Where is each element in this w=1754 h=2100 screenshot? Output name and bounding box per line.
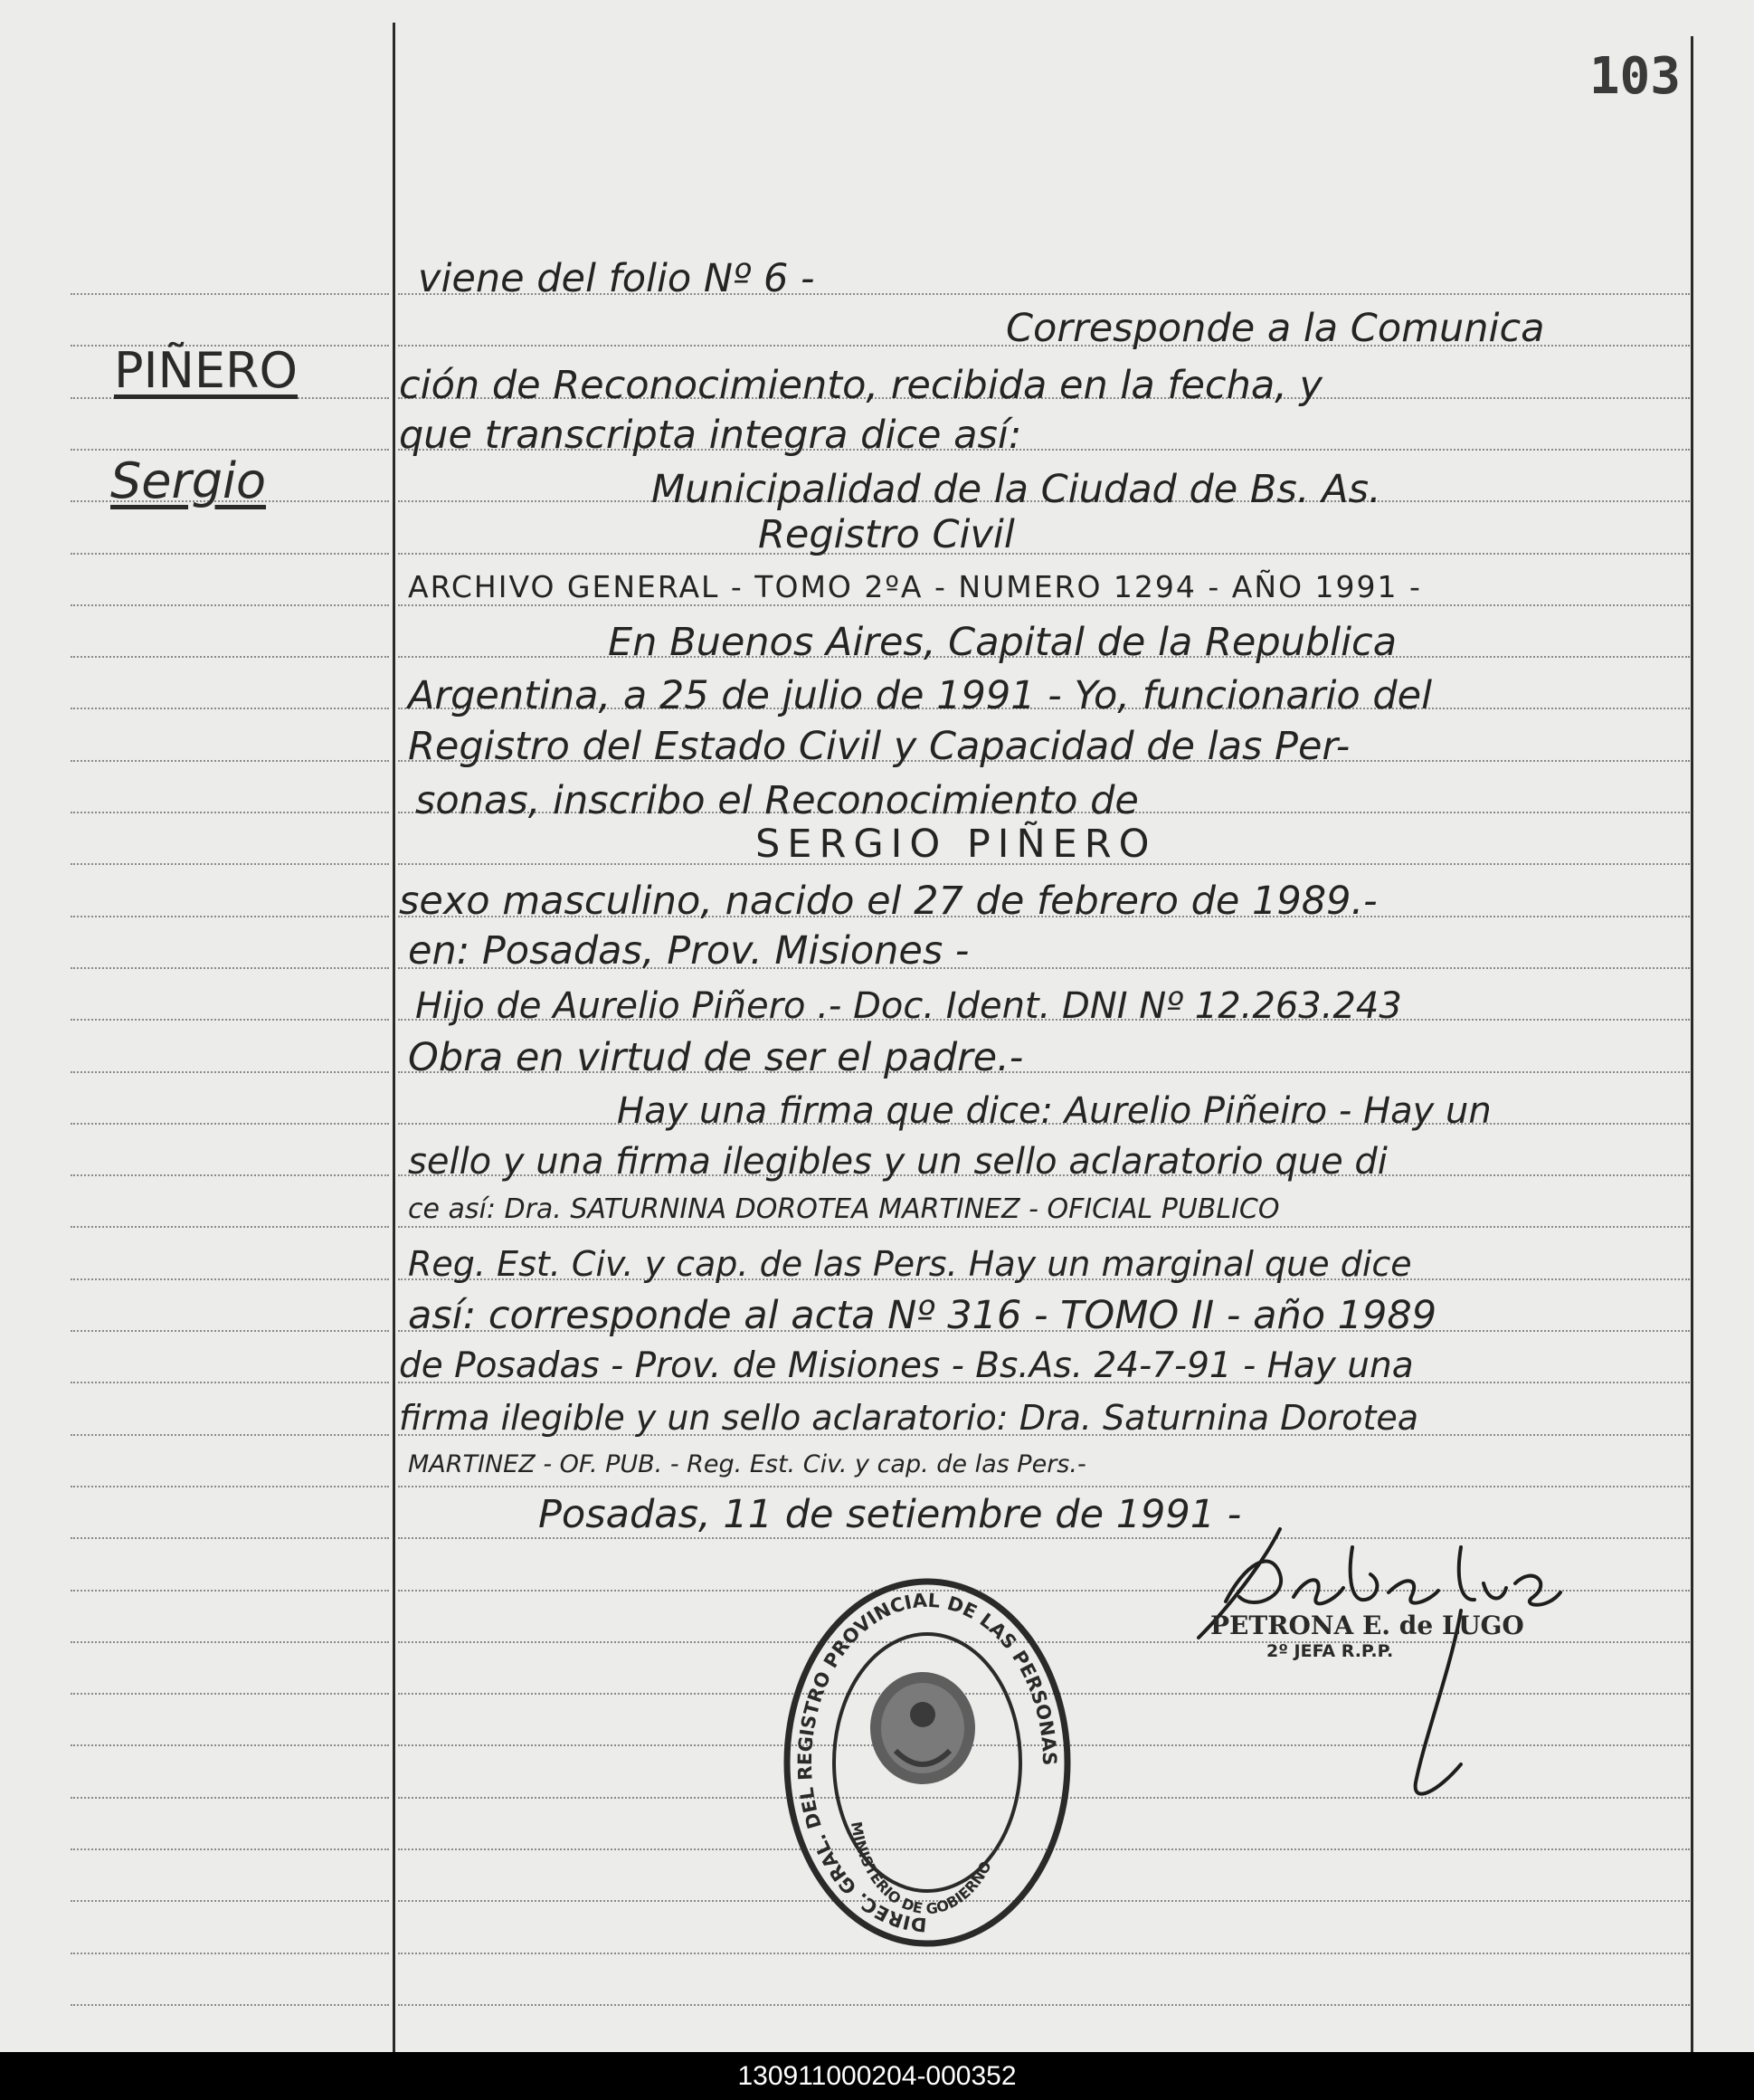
body-line-6: Registro Civil (758, 512, 1015, 557)
body-line-14: en: Posadas, Prov. Misiones - (408, 928, 970, 974)
margin-ruled-line (71, 1382, 389, 1383)
margin-ruled-line (71, 1590, 389, 1592)
page-number: 103 (1588, 47, 1681, 106)
margin-ruled-line (71, 604, 389, 606)
margin-ruled-line (71, 1486, 389, 1487)
body-line-4: que transcripta integra dice así: (399, 413, 1022, 458)
margin-ruled-line (71, 967, 389, 969)
body-line-16: Obra en virtud de ser el padre.- (408, 1035, 1024, 1080)
body-line-7: ARCHIVO GENERAL - TOMO 2ºA - NUMERO 1294 - AÑO 1991 - (408, 569, 1422, 604)
margin-ruled-line (71, 812, 389, 813)
margin-ruled-line (71, 656, 389, 658)
body-ruled-line (398, 604, 1690, 606)
official-seal-stamp (778, 1570, 1076, 1950)
body-line-13: sexo masculino, nacido el 27 de febrero de 1989.- (399, 879, 1378, 924)
body-line-8: En Buenos Aires, Capital de la Republica (608, 620, 1398, 665)
handwritten-signature (1190, 1511, 1569, 1819)
body-line-11: sonas, inscribo el Reconocimiento de (415, 778, 1139, 823)
body-line-18: sello y una firma ilegibles y un sello aclaratorio que di (408, 1141, 1388, 1183)
margin-ruled-line (71, 1226, 389, 1228)
body-line-10: Registro del Estado Civil y Capacidad de las Per- (408, 724, 1351, 769)
body-line-25: Posadas, 11 de setiembre de 1991 - (538, 1492, 1242, 1537)
body-ruled-line (398, 1226, 1690, 1228)
body-ruled-line (398, 1953, 1690, 1954)
seal-outer-text: DIREC. GRAL. DEL REGISTRO PROVINCIAL DE LAS PERSONAS (793, 1589, 1061, 1936)
margin-ruled-line (71, 1278, 389, 1280)
margin-ruled-line (71, 1641, 389, 1643)
body-line-3: ción de Reconocimiento, recibida en la fecha, y (399, 363, 1323, 408)
margin-ruled-line (71, 2004, 389, 2006)
body-line-12: SERGIO PIÑERO (755, 822, 1157, 867)
body-line-24: MARTINEZ - OF. PUB. - Reg. Est. Civ. y cap. de las Pers.- (408, 1450, 1086, 1478)
margin-ruled-line (71, 449, 389, 451)
margin-ruled-line (71, 916, 389, 917)
body-line-9: Argentina, a 25 de julio de 1991 - Yo, funcionario del (408, 673, 1433, 718)
signatory-role: 2º JEFA R.P.P. (1266, 1641, 1394, 1661)
margin-divider-line (393, 23, 395, 2052)
body-line-23: firma ilegible y un sello aclaratorio: Dra. Saturnina Dorotea (399, 1398, 1419, 1438)
margin-ruled-line (71, 1019, 389, 1021)
margin-ruled-line (71, 708, 389, 709)
body-line-2: Corresponde a la Comunica (1006, 306, 1545, 351)
margin-ruled-line (71, 1123, 389, 1125)
body-ruled-line (398, 2004, 1690, 2006)
right-border-line (1691, 36, 1693, 2052)
margin-ruled-line (71, 1434, 389, 1436)
body-line-17: Hay una firma que dice: Aurelio Piñeiro - Hay un (617, 1090, 1492, 1132)
margin-ruled-line (71, 1693, 389, 1695)
margin-ruled-line (71, 1900, 389, 1902)
body-line-15: Hijo de Aurelio Piñero .- Doc. Ident. DNI Nº 12.263.243 (415, 985, 1402, 1027)
body-line-22: de Posadas - Prov. de Misiones - Bs.As. 24-7-91 - Hay una (399, 1345, 1414, 1386)
margin-ruled-line (71, 553, 389, 555)
body-line-5: Municipalidad de la Ciudad de Bs. As. (651, 467, 1381, 512)
margin-ruled-line (71, 1744, 389, 1746)
body-ruled-line (398, 553, 1690, 555)
body-ruled-line (398, 1486, 1690, 1487)
margin-ruled-line (71, 863, 389, 865)
footer-document-id: 130911000204-000352 (0, 2052, 1754, 2100)
margin-given-name: Sergio (110, 452, 267, 509)
signatory-name: PETRONA E. de LUGO (1210, 1611, 1524, 1640)
margin-ruled-line (71, 1330, 389, 1332)
body-line-19: ce así: Dra. SATURNINA DOROTEA MARTINEZ - OFICIAL PUBLICO (408, 1193, 1280, 1225)
body-line-20: Reg. Est. Civ. y cap. de las Pers. Hay un marginal que dice (408, 1244, 1412, 1284)
body-line-21: así: corresponde al acta Nº 316 - TOMO II - año 1989 (408, 1293, 1437, 1338)
margin-ruled-line (71, 1537, 389, 1539)
margin-ruled-line (71, 1071, 389, 1073)
margin-ruled-line (71, 1848, 389, 1850)
margin-ruled-line (71, 1797, 389, 1799)
margin-ruled-line (71, 293, 389, 295)
coat-of-arms-emblem (870, 1672, 975, 1784)
margin-ruled-line (71, 1953, 389, 1954)
margin-ruled-line (71, 760, 389, 762)
body-line-1: viene del folio Nº 6 - (418, 256, 815, 301)
margin-surname: PIÑERO (114, 342, 299, 399)
margin-ruled-line (71, 1174, 389, 1176)
seal-inner-text: MINISTERIO DE GOBIERNO (847, 1820, 995, 1918)
